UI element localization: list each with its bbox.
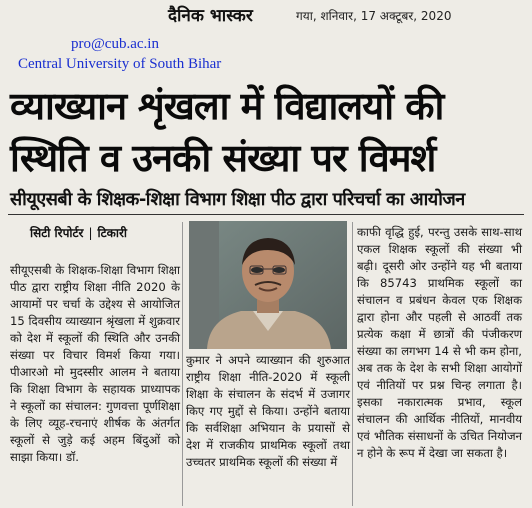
- annotation-email: pro@cub.ac.in: [71, 36, 159, 52]
- byline-reporter: सिटी रिपोर्टर: [30, 226, 84, 240]
- headline-line-1: व्याख्यान शृंखला में विद्यालयों की: [10, 84, 444, 128]
- headline-line-2: स्थिति व उनकी संख्या पर विमर्श: [10, 136, 436, 180]
- subheadline: सीयूएसबी के शिक्षक-शिक्षा विभाग शिक्षा पीठ द्वारा परिचर्चा का आयोजन: [10, 189, 465, 210]
- article-column-1: सीयूएसबी के शिक्षक-शिक्षा विभाग शिक्षा पीठ द्वारा राष्ट्रीय शिक्षा नीति 2020 के आयामों पर चर्चा के उद्देश्य से आयोजित 15 दिवसीय व्याख्यान श्रृंखला में शुक्रवार को देश में स्कूलों की स्थिति और उनकी संख्या पर विचार विमर्श किया गया। पीआरओ मो मुदस्सीर आलम ने बताया कि शिक्षा विभाग के सहायक प्राध्यापक ने स्कूलों का संचालन: गुणवत्ता पूर्णशिक्षा के लिए व्यूह-रचनाएं शीर्षक के अंतर्गत स्कूलों से जुड़े कई अहम बिंदुओं को साझा किया। डॉ.: [10, 263, 180, 464]
- column-divider: [182, 222, 183, 506]
- article-column-3: काफी वृद्धि हुई, परन्तु उसके साथ-साथ एकल शिक्षक स्कूलों की संख्या भी बढ़ी। दूसरी ओर उन्होंने यह भी बताया कि 85743 प्राथमिक स्कूलों का संचालन व प्रबंधन केवल एक शिक्षक द्वारा होना और पहली से आठवीं तक प्रत्येक कक्षा में छात्रों की पंजीकरण संख्या का लगभग 14 से भी कम होना, अब तक के देश के सभी शिक्षा आयोगों एवं नीतियों पर प्रश्न चिन्ह लगाता है। इसका नकारात्मक प्रभाव, स्कूल संचालन की आर्थिक नीतियों, मानवीय एवं भौतिक संसाधनों के उचित नियोजन न होने के रूप में देखा जा सकता है।: [357, 225, 522, 460]
- byline-location: टिकारी: [97, 226, 127, 240]
- newspaper-logo: दैनिक भास्कर: [168, 6, 253, 26]
- byline: [30, 224, 127, 241]
- dateline: गया, शनिवार, 17 अक्टूबर, 2020: [296, 9, 452, 23]
- speaker-photo: [189, 221, 347, 349]
- article-column-2: कुमार ने अपने व्याख्यान की शुरुआत राष्ट्रीय शिक्षा नीति-2020 में स्कूली शिक्षा के संचालन के संदर्भ में उजागर किए गए मुद्दों से किया। उन्होंने बताया कि सर्वशिक्षा अभियान के प्रयासों से देश में राजकीय प्राथमिक स्कूलों तथा उच्चतर प्राथमिक स्कूलों की संख्या में: [186, 353, 350, 469]
- speaker-portrait-image: [189, 221, 347, 349]
- column-divider: [352, 222, 353, 506]
- divider: [8, 214, 524, 215]
- annotation-university: Central University of South Bihar: [18, 56, 222, 72]
- byline-separator: |: [88, 226, 93, 240]
